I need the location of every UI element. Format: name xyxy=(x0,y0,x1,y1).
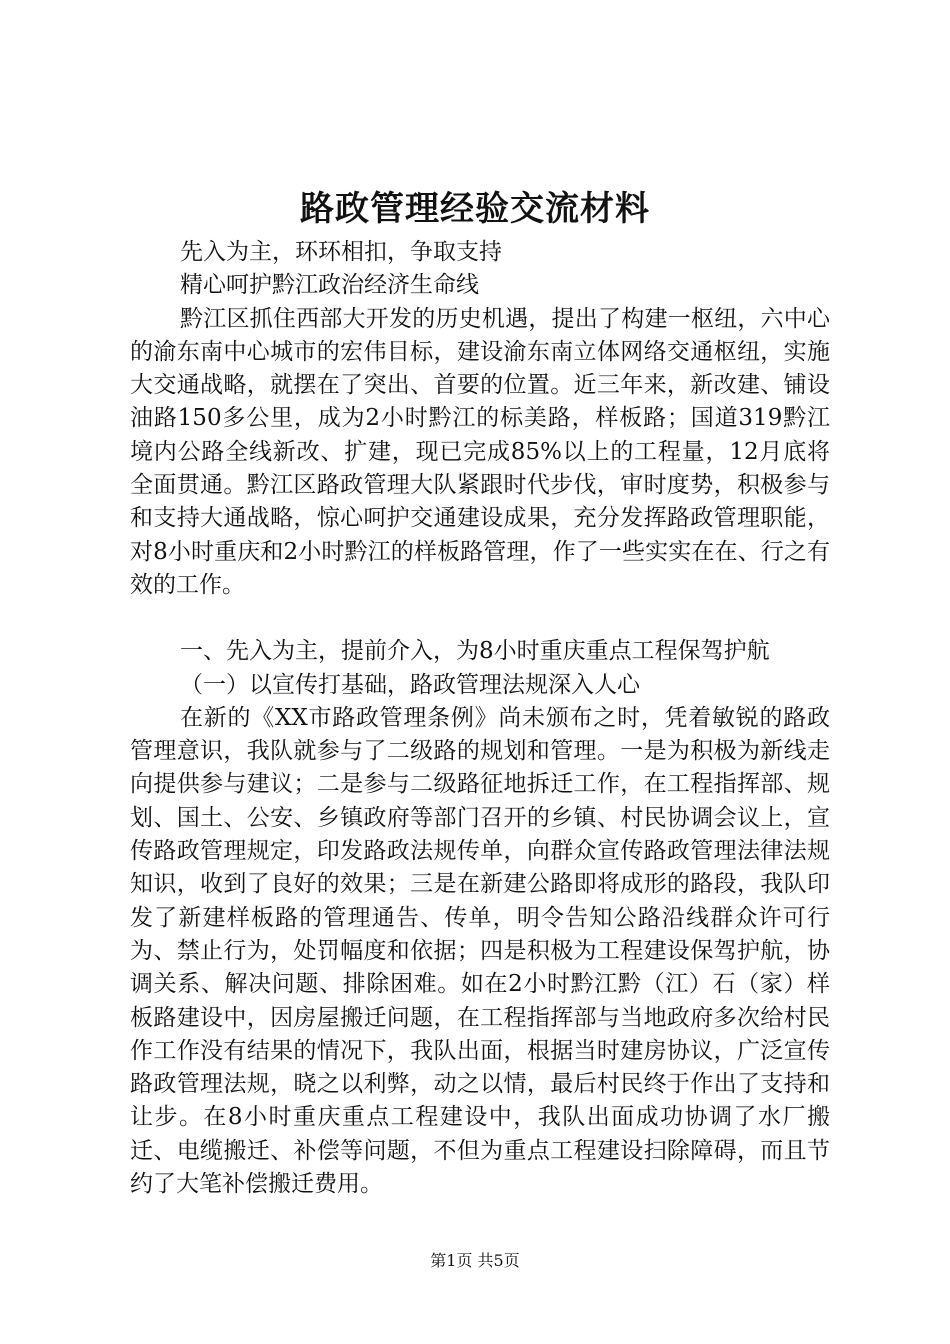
document-title: 路政管理经验交流材料 xyxy=(300,189,650,229)
page-footer: 第1页 共5页 xyxy=(430,1251,520,1270)
body-paragraph: 在新的《XX市路政管理条例》尚未颁布之时，凭着敏锐的路政管理意识，我队就参与了二级路的规划和管理。一是为积极为新线走向提供参与建议；二是参与二级路征地拆迁工作，在工程指挥部、规划、国土、公安、乡镇政府等部门召开的乡镇、村民协调会议上，宣传路政管理规定，印发路政法规传单，向群众宣传路政管理法律法规知识，收到了良好的效果；三是在新建公路即将成形的路段，我队印发了新建样板路的管理通告、传单，明令告知公路沿线群众许可行为、禁止行为，处罚幅度和依据；四是积极为工程建设保驾护航，协调关系、解决问题、排除困难。如在2小时黔江黔（江）石（家）样板路建设中，因房屋搬迁问题，在工程指挥部与当地政府多次给村民作工作没有结果的情况下，我队出面，根据当时建房协议，广泛宣传路政管理法规，晓之以利弊，动之以情，最后村民终于作出了支持和让步。在8小时重庆重点工程建设中，我队出面成功协调了水厂搬迁、电缆搬迁、补偿等问题，不但为重点工程建设扫除障碍，而且节约了大笔补偿搬迁费用。 xyxy=(130,704,830,1198)
section-heading-1: 一、先入为主，提前介入，为8小时重庆重点工程保驾护航 xyxy=(180,638,770,665)
subtitle-line-2: 精心呵护黔江政治经济生命线 xyxy=(180,272,479,299)
subsection-heading-1: （一）以宣传打基础，路政管理法规深入人心 xyxy=(180,671,640,698)
subtitle-line-1: 先入为主，环环相扣，争取支持 xyxy=(180,239,502,265)
paragraph-gap xyxy=(130,602,830,635)
intro-paragraph: 黔江区抓住西部大开发的历史机遇，提出了构建一枢纽，六中心的渝东南中心城市的宏伟目标，建设渝东南立体网络交通枢纽，实施大交通战略，就摆在了突出、首要的位置。近三年来，新改建、铺设油路150多公里，成为2小时黔江的标美路，样板路；国道319黔江境内公路全线新改、扩建，现已完成85%以上的工程量，12月底将全面贯通。黔江区路政管理大队紧跟时代步伐，审时度势，积极参与和支持大通战略，惊心呵护交通建设成果，充分发挥路政管理职能，对8小时重庆和2小时黔江的样板路管理，作了一些实实在在、行之有效的工作。 xyxy=(130,305,830,598)
document-body xyxy=(130,236,830,1201)
